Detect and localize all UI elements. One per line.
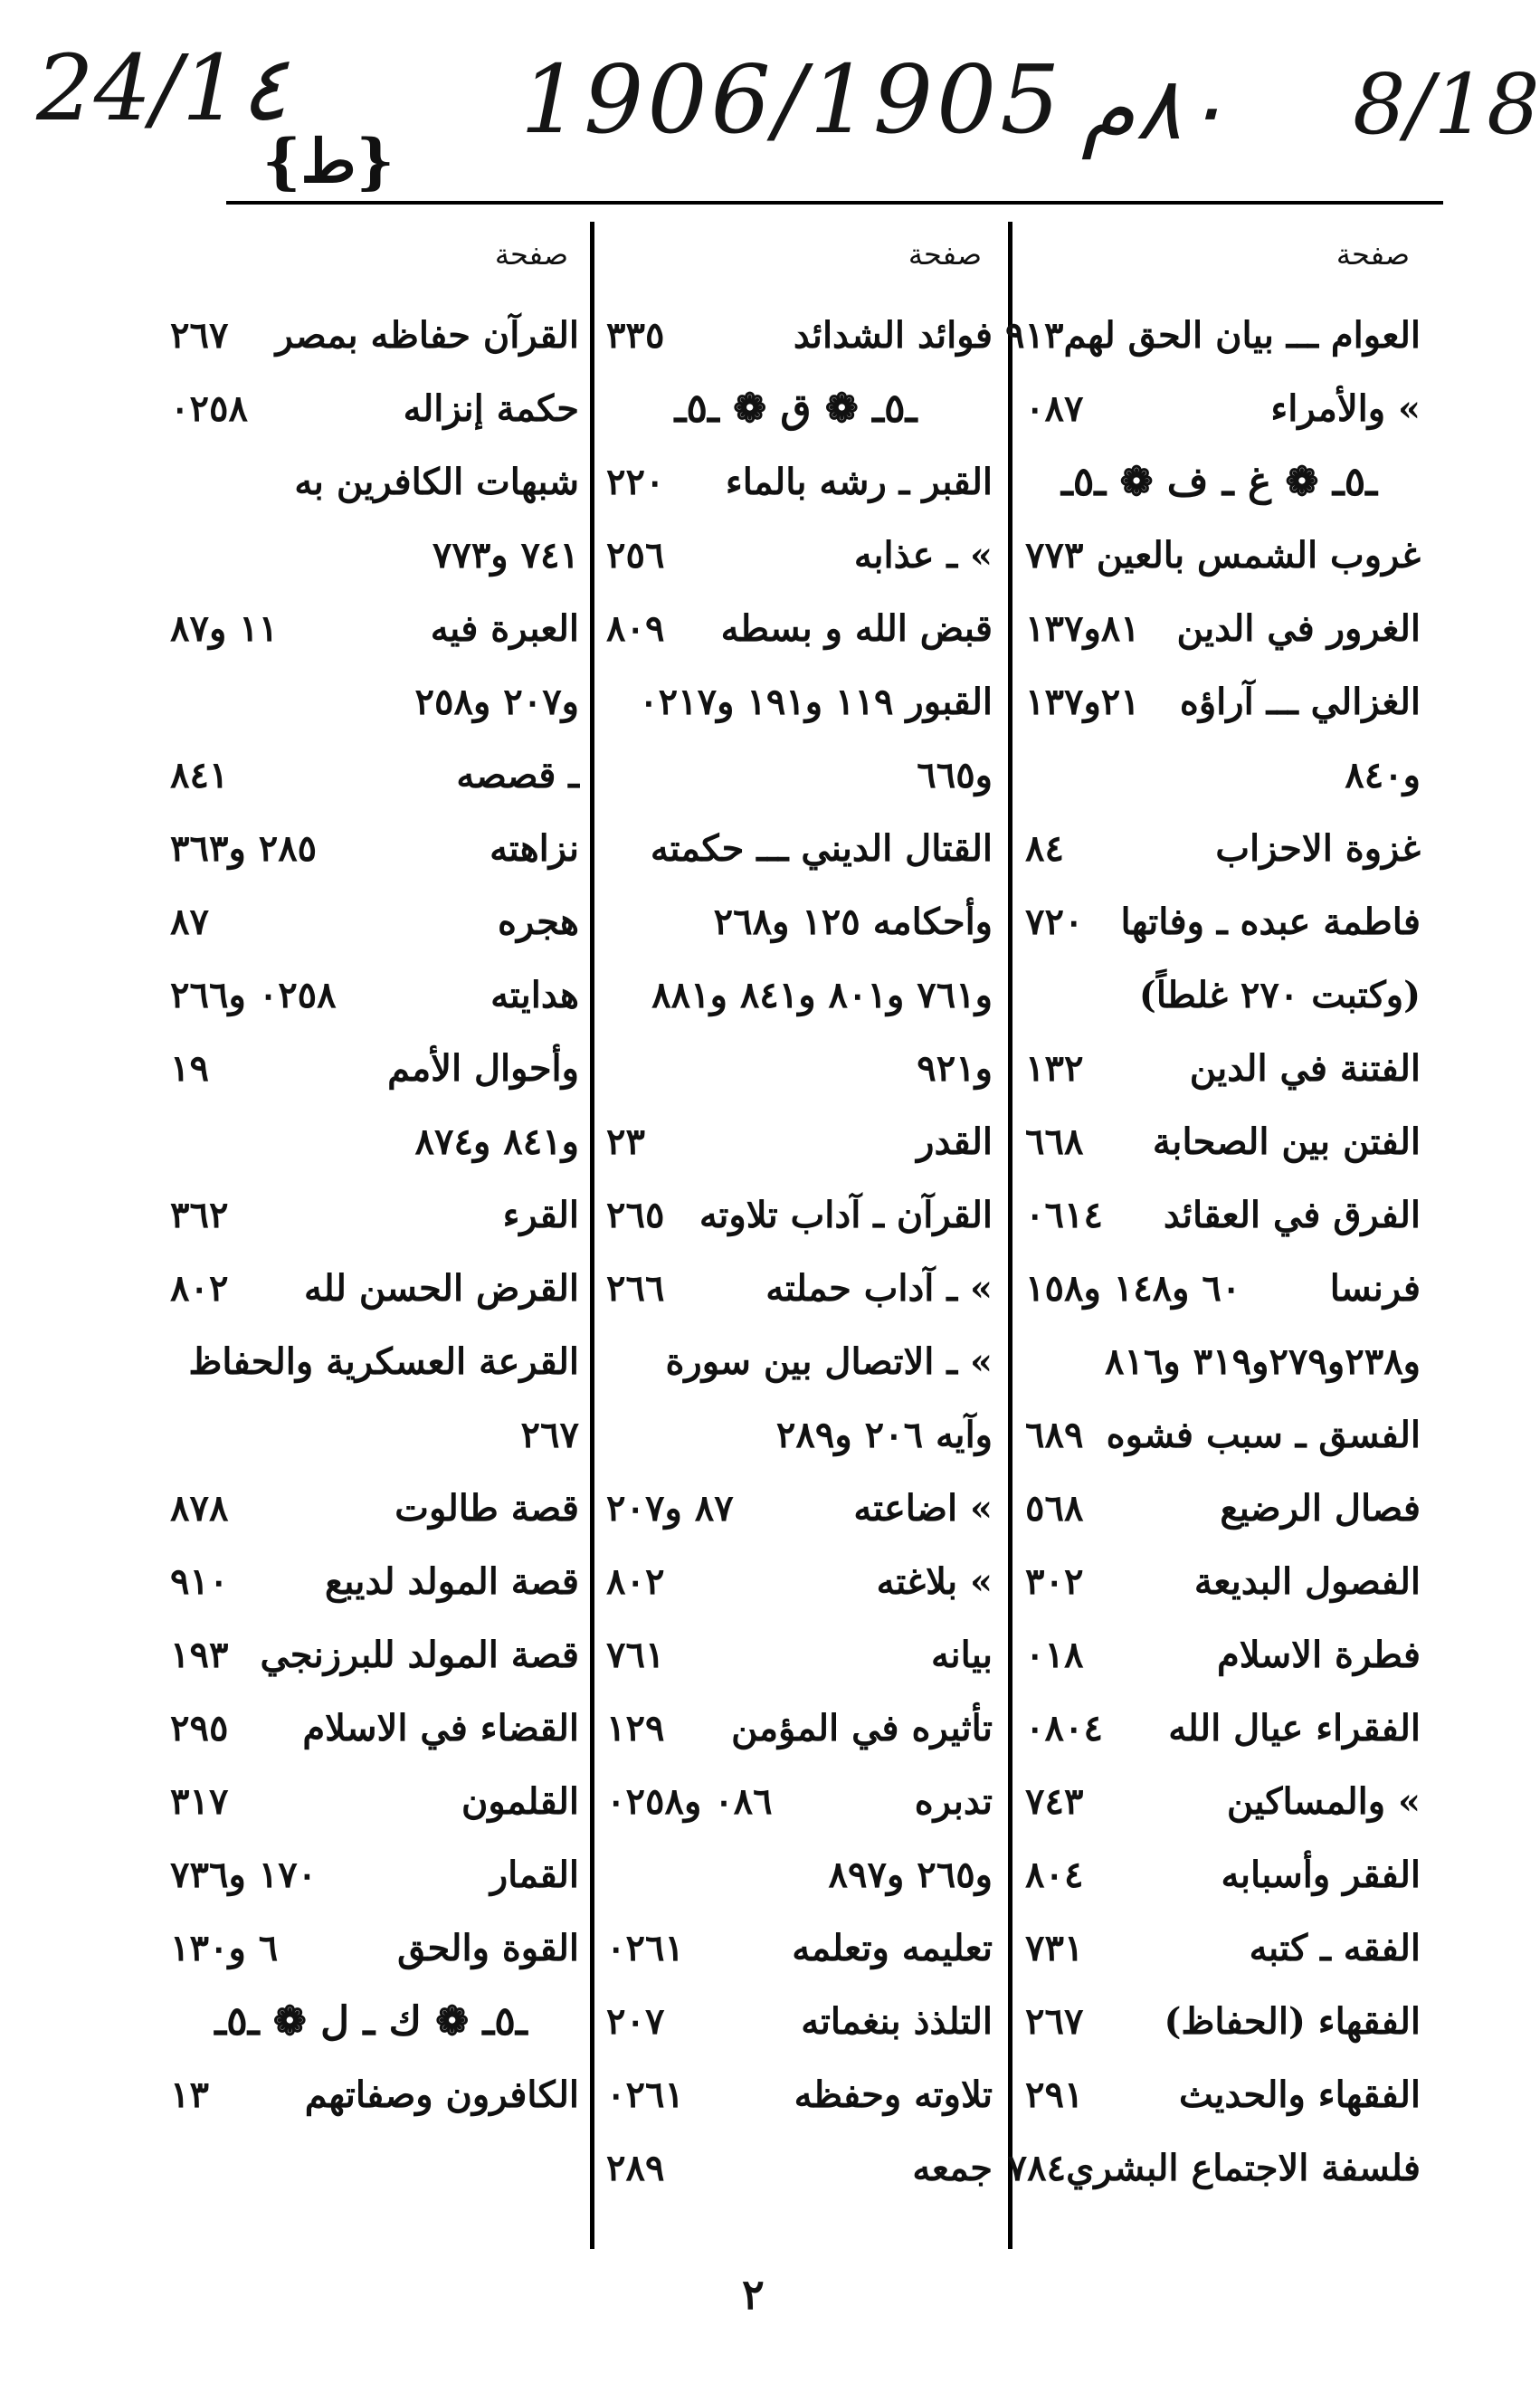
page-references: ١٩٣ bbox=[170, 1634, 229, 1676]
index-entry bbox=[1018, 1692, 1421, 1765]
index-term: وآيه ٢٠٦ و٢٨٩ bbox=[775, 1414, 993, 1456]
index-entry bbox=[163, 812, 579, 885]
index-term: العبرة فيه bbox=[430, 607, 579, 650]
page-references: ١٢٩ bbox=[606, 1707, 665, 1749]
page-references: ٢٢٠ bbox=[606, 461, 665, 503]
page-references: ٠٦١٤ bbox=[1025, 1194, 1103, 1236]
index-entry bbox=[1018, 1178, 1421, 1252]
index-term: تأثيره في المؤمن bbox=[731, 1707, 993, 1749]
letter-section-divider bbox=[599, 372, 993, 445]
index-entry bbox=[1018, 1545, 1421, 1618]
index-entry bbox=[599, 519, 993, 592]
index-entry bbox=[599, 665, 993, 739]
index-entry bbox=[599, 1765, 993, 1838]
index-term: التلذذ بنغماته bbox=[801, 2000, 993, 2043]
index-entry bbox=[163, 1252, 579, 1325]
page-references: ٢٦٦ bbox=[606, 1267, 665, 1310]
index-term: الفسق ـ سبب فشوه bbox=[1106, 1414, 1421, 1456]
page-references: ٢٩١ bbox=[1025, 2073, 1084, 2116]
index-term: و٦٦٥ bbox=[917, 754, 993, 796]
page-references: ١٣٢ bbox=[1025, 1047, 1084, 1090]
page-references: ٢٦٥ bbox=[606, 1194, 665, 1236]
index-term: » ـ عذابه bbox=[853, 534, 993, 577]
index-entry bbox=[163, 299, 579, 372]
index-term: الفقر وأسبابه bbox=[1221, 1854, 1421, 1896]
page-references: ٢٩٥ bbox=[170, 1707, 229, 1749]
index-term: الفصول البديعة bbox=[1193, 1560, 1421, 1603]
letter-section-divider bbox=[1018, 445, 1421, 519]
index-entry bbox=[599, 885, 993, 958]
index-column-right bbox=[1005, 237, 1421, 2205]
page-references: ٢٥٦ bbox=[606, 534, 665, 577]
index-entry bbox=[599, 1398, 993, 1472]
index-entry bbox=[1018, 1398, 1421, 1472]
index-entry bbox=[1018, 1911, 1421, 1985]
index-term: و٩٢١ bbox=[917, 1047, 993, 1090]
index-term: القبور ١١٩ و١٩١ و٠٢١٧ bbox=[639, 681, 993, 723]
page-references: ٢٨٩ bbox=[606, 2147, 665, 2189]
index-term: شبهات الكافرين به bbox=[294, 461, 579, 503]
index-term: فصال الرضيع bbox=[1220, 1487, 1421, 1530]
index-entry bbox=[163, 665, 579, 739]
page-references: ٠٨٠٤ bbox=[1025, 1707, 1103, 1749]
index-entry bbox=[599, 958, 993, 1032]
index-entry bbox=[163, 958, 579, 1032]
page-references: ٨٠٤ bbox=[1025, 1854, 1084, 1896]
index-entry bbox=[163, 1472, 579, 1545]
index-entry bbox=[599, 739, 993, 812]
index-entry bbox=[163, 1618, 579, 1692]
index-term: تلاوته وحفظه bbox=[794, 2073, 993, 2116]
index-term: فلسفة الاجتماع البشري bbox=[1066, 2147, 1421, 2189]
index-entry bbox=[163, 1398, 579, 1472]
index-entry bbox=[1018, 1985, 1421, 2058]
index-entry bbox=[163, 1911, 579, 1985]
column-divider-right bbox=[1008, 222, 1012, 2249]
index-entry bbox=[1018, 1032, 1421, 1105]
index-term: نزاهته bbox=[490, 827, 579, 870]
index-entry bbox=[1018, 519, 1421, 592]
index-term: ـ٥ـ ❁ ك ـ ل ❁ ـ٥ـ bbox=[214, 1998, 528, 2045]
index-entry bbox=[599, 2131, 993, 2205]
page-references: ٧٢٠ bbox=[1025, 901, 1084, 943]
index-term: » ـ الاتصال بين سورة bbox=[665, 1340, 993, 1383]
page-references: ٨٠٢ bbox=[606, 1560, 665, 1603]
index-term: بيانه bbox=[931, 1634, 993, 1676]
index-term: العوام ـــ بيان الحق لهم bbox=[1063, 314, 1421, 357]
index-entry bbox=[163, 1838, 579, 1911]
index-entry bbox=[599, 1472, 993, 1545]
page-references: ٨٠٢ bbox=[170, 1267, 229, 1310]
index-term: ـ٥ـ ❁ غ ـ ف ❁ ـ٥ـ bbox=[1060, 459, 1378, 505]
page-references: ٣٠٢ bbox=[1025, 1560, 1084, 1603]
index-term: الكافرون وصفاتهم bbox=[304, 2073, 579, 2116]
index-entry bbox=[1018, 1765, 1421, 1838]
index-entry bbox=[163, 885, 579, 958]
index-term: وأحكامه ١٢٥ و٢٦٨ bbox=[713, 901, 993, 943]
index-term: القرعة العسكرية والحفاظ bbox=[188, 1340, 579, 1383]
index-entry bbox=[1018, 1252, 1421, 1325]
page-references: ٠٢٥٨ و٢٦٦ bbox=[170, 974, 337, 1016]
page-references: ٧٦١ bbox=[606, 1634, 665, 1676]
index-term: » والأمراء bbox=[1270, 387, 1421, 430]
index-entry bbox=[163, 2058, 579, 2131]
page-references: ٦٨٩ bbox=[1025, 1414, 1084, 1456]
index-entry bbox=[1005, 299, 1421, 372]
index-entry bbox=[599, 1252, 993, 1325]
index-term: فطرة الاسلام bbox=[1217, 1634, 1421, 1676]
index-entry bbox=[1018, 958, 1421, 1032]
index-entry bbox=[163, 445, 579, 519]
page-references: ٢١و١٣٧ bbox=[1025, 681, 1140, 723]
index-term: » ـ آداب حملته bbox=[765, 1267, 993, 1310]
index-term: قصة طالوت bbox=[395, 1487, 579, 1530]
index-term: الغزالي ـــ آراؤه bbox=[1179, 681, 1421, 723]
index-term: ـ قصصه bbox=[456, 754, 579, 796]
index-term: القمار bbox=[490, 1854, 579, 1896]
page-references: ٧٣١ bbox=[1025, 1927, 1084, 1969]
index-entry bbox=[1018, 1472, 1421, 1545]
letter-section-divider bbox=[163, 1985, 579, 2058]
index-entry bbox=[163, 1545, 579, 1618]
section-mark: {ط} bbox=[262, 126, 395, 196]
page-references: ٦ و١٣٠ bbox=[170, 1927, 279, 1969]
index-entry bbox=[599, 1618, 993, 1692]
page-references: ٠١٨ bbox=[1025, 1634, 1084, 1676]
index-term: ٧٤١ و٧٧٣ bbox=[432, 534, 579, 577]
index-entry bbox=[163, 519, 579, 592]
index-entry bbox=[599, 1985, 993, 2058]
page-references: ٧٤٣ bbox=[1025, 1780, 1084, 1823]
index-term: الفتنة في الدين bbox=[1189, 1047, 1421, 1090]
index-entry bbox=[599, 1178, 993, 1252]
page-references: ٣٦٢ bbox=[170, 1194, 229, 1236]
page-references: ٨١و١٣٧ bbox=[1025, 607, 1140, 650]
index-term: تدبره bbox=[914, 1780, 993, 1823]
index-column-middle bbox=[599, 237, 993, 2205]
page-references: ٢٦٧ bbox=[170, 314, 229, 357]
index-term: غزوة الاحزاب bbox=[1215, 827, 1421, 870]
index-term: الفقه ـ كتبه bbox=[1249, 1927, 1421, 1969]
index-entry bbox=[1018, 739, 1421, 812]
page-references: ٠٨٧ bbox=[1025, 387, 1084, 430]
page-references: ١٣ bbox=[170, 2073, 209, 2116]
column-header: صفحة bbox=[908, 237, 982, 272]
index-term: و٢٣٨و٢٧٩و٣١٩ و٨١٦ bbox=[1104, 1340, 1421, 1383]
index-entry bbox=[1007, 2131, 1421, 2205]
index-term: جمعه bbox=[912, 2147, 993, 2189]
index-entry bbox=[1018, 812, 1421, 885]
index-term: (وكتبت ٢٧٠ غلطاً) bbox=[1138, 974, 1421, 1016]
page-references: ٩١٠ bbox=[170, 1560, 229, 1603]
index-entry bbox=[1018, 885, 1421, 958]
handwritten-note: ٨٠م bbox=[1081, 58, 1229, 159]
page-references: ٧٨٤ bbox=[1007, 2147, 1067, 2189]
index-term: القرض الحسن لله bbox=[304, 1267, 579, 1310]
index-term: و٢٦٥ و٨٩٧ bbox=[828, 1854, 993, 1896]
index-term: غروب الشمس بالعين bbox=[1096, 534, 1421, 577]
top-rule bbox=[226, 201, 1443, 205]
index-term: و٨٤١ و٨٧٤ bbox=[414, 1120, 579, 1163]
index-term: هدايته bbox=[490, 974, 579, 1016]
index-term: القوة والحق bbox=[397, 1927, 579, 1969]
index-term: القبر ـ رشه بالماء bbox=[725, 461, 993, 503]
index-entry bbox=[599, 445, 993, 519]
index-term: القتال الديني ـــ حكمته bbox=[650, 827, 993, 870]
index-entry bbox=[163, 592, 579, 665]
index-term: ـ٥ـ ❁ ق ❁ ـ٥ـ bbox=[674, 386, 917, 432]
index-entry bbox=[599, 1325, 993, 1398]
page-references: ٣٣٥ bbox=[606, 314, 665, 357]
index-term: فاطمة عبده ـ وفاتها bbox=[1120, 901, 1421, 943]
page-references: ٦٦٨ bbox=[1025, 1120, 1084, 1163]
index-term: قصة المولد للبرزنجي bbox=[260, 1634, 579, 1676]
index-entry bbox=[163, 1032, 579, 1105]
page-references: ١٧٠ و٧٣٦ bbox=[170, 1854, 318, 1896]
page-references: ٨٧ bbox=[170, 901, 209, 943]
index-term: وأحوال الأمم bbox=[387, 1047, 579, 1090]
index-term: هجره bbox=[498, 901, 579, 943]
page-references: ٢٣ bbox=[606, 1120, 645, 1163]
index-term: قبض الله و بسطه bbox=[720, 607, 993, 650]
page-references: ٢٦٧ bbox=[1025, 2000, 1084, 2043]
index-entry bbox=[1018, 372, 1421, 445]
index-entry bbox=[599, 1838, 993, 1911]
index-term: و٢٠٧ و٢٥٨ bbox=[414, 681, 579, 723]
index-term: القضاء في الاسلام bbox=[302, 1707, 579, 1749]
page-references: ٧٧٣ bbox=[1025, 534, 1084, 577]
index-entry bbox=[163, 1178, 579, 1252]
index-entry bbox=[163, 739, 579, 812]
index-entry bbox=[1018, 1618, 1421, 1692]
page-references: ٨٤١ bbox=[170, 754, 229, 796]
index-term: الغرور في الدين bbox=[1176, 607, 1421, 650]
page-references: ٠٨٦ و٠٢٥٨ bbox=[606, 1780, 773, 1823]
index-term: » اضاعته bbox=[853, 1487, 993, 1530]
index-entry bbox=[1018, 2058, 1421, 2131]
index-term: الفقهاء (الحفاظ) bbox=[1164, 2000, 1421, 2043]
index-entry bbox=[599, 592, 993, 665]
index-entry bbox=[163, 372, 579, 445]
index-entry bbox=[599, 1692, 993, 1765]
index-entry bbox=[163, 1325, 579, 1398]
index-term: القرآن ـ آداب تلاوته bbox=[699, 1194, 993, 1236]
index-entry bbox=[599, 1545, 993, 1618]
index-term: حكمة إنزاله bbox=[403, 387, 579, 430]
column-divider-left bbox=[590, 222, 594, 2249]
index-entry bbox=[599, 1105, 993, 1178]
index-entry bbox=[163, 1692, 579, 1765]
index-entry bbox=[599, 1032, 993, 1105]
index-entry bbox=[1018, 1325, 1421, 1398]
handwritten-folio-number: 8/18 bbox=[1353, 56, 1540, 153]
page-references: ٨٧٨ bbox=[170, 1487, 229, 1530]
index-term: » والمساكين bbox=[1226, 1780, 1421, 1823]
index-term: الفقهاء والحديث bbox=[1179, 2073, 1421, 2116]
index-entry bbox=[163, 1765, 579, 1838]
index-term: قصة المولد لديبع bbox=[324, 1560, 579, 1603]
index-term: ٢٦٧ bbox=[520, 1414, 579, 1456]
index-term: القدر bbox=[917, 1120, 993, 1163]
page-number: ٢ bbox=[742, 2270, 765, 2319]
index-entry bbox=[1018, 1838, 1421, 1911]
index-entry bbox=[599, 1911, 993, 1985]
page-references: ٠٢٦١ bbox=[606, 1927, 684, 1969]
index-entry bbox=[1018, 592, 1421, 665]
page-references: ٨٧ و٢٠٧ bbox=[606, 1487, 734, 1530]
handwritten-years: 1906/1905 bbox=[520, 44, 1064, 155]
index-term: فرنسا bbox=[1329, 1267, 1421, 1310]
page-references: ٨٤ bbox=[1025, 827, 1064, 870]
page-references: ٠٢٥٨ bbox=[170, 387, 248, 430]
handwritten-reference: 24/1٤ bbox=[36, 35, 289, 141]
page-references: ٨٠٩ bbox=[606, 607, 665, 650]
index-term: الفقراء عيال الله bbox=[1168, 1707, 1421, 1749]
page-references: ٩١٣ bbox=[1005, 314, 1064, 357]
page-references: ٥٦٨ bbox=[1025, 1487, 1084, 1530]
page-references: ٦٠ و١٤٨ و١٥٨ bbox=[1025, 1267, 1241, 1310]
page-references: ٢٠٧ bbox=[606, 2000, 665, 2043]
index-term: و٨٤٠ bbox=[1345, 754, 1421, 796]
column-header: صفحة bbox=[1336, 237, 1410, 272]
index-entry bbox=[599, 812, 993, 885]
index-entry bbox=[599, 299, 993, 372]
column-header: صفحة bbox=[494, 237, 568, 272]
index-term: الفرق في العقائد bbox=[1163, 1194, 1421, 1236]
index-term: الفتن بين الصحابة bbox=[1152, 1120, 1421, 1163]
page-references: ٢٨٥ و٣٦٣ bbox=[170, 827, 318, 870]
page-references: ٠٢٦١ bbox=[606, 2073, 684, 2116]
index-column-left bbox=[163, 237, 579, 2131]
index-entry bbox=[1018, 665, 1421, 739]
index-term: القلمون bbox=[461, 1780, 579, 1823]
page-references: ١٩ bbox=[170, 1047, 209, 1090]
index-term: فوائد الشدائد bbox=[793, 314, 993, 357]
index-term: تعليمه وتعلمه bbox=[792, 1927, 993, 1969]
index-term: و٧٦١ و٨٠١ و٨٤١ و٨٨١ bbox=[651, 974, 993, 1016]
index-entry bbox=[163, 1105, 579, 1178]
page-references: ١١ و٨٧ bbox=[170, 607, 279, 650]
page-references: ٣١٧ bbox=[170, 1780, 229, 1823]
index-entry bbox=[599, 2058, 993, 2131]
index-term: » بلاغته bbox=[876, 1560, 993, 1603]
index-term: القرآن حفاظه بمصر bbox=[275, 314, 579, 357]
index-term: القرء bbox=[502, 1194, 579, 1236]
index-entry bbox=[1018, 1105, 1421, 1178]
